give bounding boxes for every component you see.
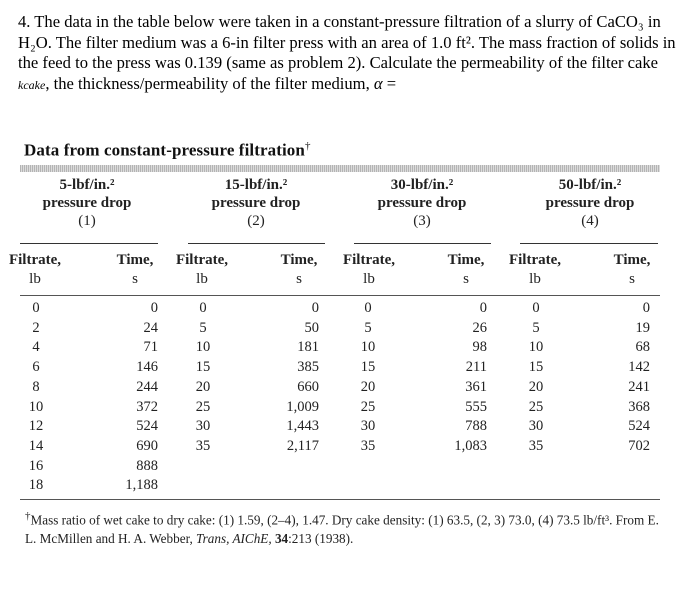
table-cell: 25 [528,398,544,415]
filtrate-column [345,299,391,457]
table-cell: 26 [472,319,487,336]
table-cell: 0 [311,300,319,316]
table-cell: 181 [297,339,319,356]
table-cell: 361 [465,378,487,395]
filtrate-header-label: Filtrate, [175,252,229,268]
table-cell: 25 [360,398,376,415]
table-cell: 8 [32,378,40,395]
table-cell: 20 [195,378,211,395]
pressure-drop-label: pressure drop [545,195,635,211]
footnote-volume: 34 [271,530,289,546]
table-cell: 15 [195,359,211,376]
table-cell: 0 [532,300,540,316]
time-header-label: Time, [613,252,651,268]
filtrate-header [500,251,570,289]
time-header [597,251,667,289]
table-cell: 5 [532,319,540,336]
pressure-label: 15-lbf/in.² [224,177,288,193]
table-cell: 660 [297,378,319,395]
table-cell: 690 [136,437,158,454]
table-cell: 15 [360,359,376,376]
table-cell: 30 [195,418,211,435]
header-rule [20,295,660,296]
time-header [431,251,501,289]
table-title [24,140,311,161]
filtrate-header-unit: lb [196,271,208,287]
group-rule [354,243,491,244]
filtrate-header [0,251,70,289]
group-rule [20,243,158,244]
problem-text-2: , the thickness/permeability of the filter medium, [45,73,374,93]
table-cell: 385 [297,359,319,376]
footnote-journal: Trans, AIChE, [196,530,272,546]
filtrate-header-unit: lb [363,271,375,287]
filtrate-column [513,299,559,457]
table-cell: 18 [28,477,44,494]
table-cell: 12 [28,418,44,435]
table-cell: 0 [32,300,40,316]
time-header-label: Time, [116,252,154,268]
table-cell: 15 [528,359,544,376]
group-number: (4) [581,213,599,229]
group-number: (3) [413,213,431,229]
table-cell: 244 [136,378,158,395]
group-rule [520,243,658,244]
pressure-drop-label: pressure drop [42,195,132,211]
group-header-1 [22,176,152,230]
time-header-label: Time, [280,252,318,268]
table-cell: 5 [199,319,207,336]
time-column [441,299,487,457]
table-cell: 146 [136,359,158,376]
filtrate-header-unit: lb [29,271,41,287]
table-cell: 98 [472,339,487,356]
table-cell: 241 [628,378,650,395]
table-cell: 888 [136,457,158,474]
time-header-unit: s [296,271,302,287]
table-title-dagger: † [304,140,311,152]
table-header-shade [20,165,660,172]
table-title-text: Data from constant-pressure filtration [24,140,305,160]
table-cell: 10 [528,339,544,356]
table-cell: 4 [32,339,40,356]
table-cell: 19 [635,319,650,336]
time-header [264,251,334,289]
filtrate-header [334,251,404,289]
filtrate-header-label: Filtrate, [8,252,62,268]
table-cell: 35 [195,437,211,454]
filtrate-header [167,251,237,289]
pressure-label: 5-lbf/in.² [59,177,115,193]
filtrate-header-label: Filtrate, [508,252,562,268]
table-cell: 2 [32,319,40,336]
table-cell: 35 [528,437,544,454]
table-cell: 68 [635,339,650,356]
time-header-label: Time, [447,252,485,268]
table-cell: 16 [28,457,44,474]
table-cell: 14 [28,437,44,454]
kcake-symbol: kcake [18,77,46,92]
group-header-3 [357,176,487,230]
table-cell: 702 [628,437,650,454]
table-bottom-rule [20,499,660,500]
footnote-text: Mass ratio of wet cake to dry cake: (1) 1.59, (2–4), 1.47. Dry cake density: (1) 63.5, (2, 3) 73.0, (4) 73.5 lb/ft³. From E. L. McMillen and H. A. Webber, [25,512,659,546]
group-header-4 [525,176,655,230]
group-rule [188,243,325,244]
table-cell: 524 [628,418,650,435]
pressure-drop-label: pressure drop [211,195,301,211]
problem-text: 4. The data in the table below were taken in a constant-pressure filtration of a slurry of CaCO₃ in H₂O. The filter medium was a 6-in filter press with an area of 1.0 ft². The mass fraction of solids in the feed to the press was 0.139 (same as problem 2). Calculate the permeability of the filter cake [18,12,676,72]
footnote-pages: :213 (1938). [288,530,354,546]
time-column [273,299,319,457]
table-cell: 35 [360,437,376,454]
table-cell: 20 [528,378,544,395]
table-cell: 368 [628,398,650,415]
table-cell: 372 [136,398,158,415]
time-column [112,299,158,496]
table-cell: 71 [143,339,158,356]
table-cell: 142 [628,359,650,376]
table-cell: 6 [32,359,40,376]
problem-tail: = [382,73,397,93]
table-cell: 524 [136,418,158,435]
time-header [100,251,170,289]
alpha-symbol: α [373,73,383,93]
time-header-unit: s [463,271,469,287]
pressure-label: 30-lbf/in.² [390,177,454,193]
table-cell: 10 [360,339,376,356]
pressure-label: 50-lbf/in.² [558,177,622,193]
table-cell: 1,083 [454,437,487,454]
table-cell: 24 [143,319,158,336]
table-cell: 30 [528,418,544,435]
table-cell: 10 [195,339,211,356]
table-cell: 0 [364,300,372,316]
table-cell: 0 [199,300,207,316]
group-header-2 [191,176,321,230]
time-column [604,299,650,457]
table-cell: 30 [360,418,376,435]
table-cell: 2,117 [286,437,319,454]
table-cell: 211 [465,359,487,376]
table-cell: 1,188 [125,477,158,494]
filtrate-column [180,299,226,457]
table-cell: 10 [28,398,44,415]
table-cell: 1,443 [286,418,319,435]
pressure-drop-label: pressure drop [377,195,467,211]
table-cell: 20 [360,378,376,395]
filtrate-header-label: Filtrate, [342,252,396,268]
footnote [25,507,665,548]
table-cell: 25 [195,398,211,415]
group-number: (1) [78,213,96,229]
footnote-dagger: † [25,510,31,522]
time-header-unit: s [629,271,635,287]
group-number: (2) [247,213,265,229]
table-cell: 555 [465,398,487,415]
problem-statement [18,12,678,95]
table-cell: 5 [364,319,372,336]
table-cell: 0 [642,300,650,316]
table-cell: 788 [465,418,487,435]
filtrate-header-unit: lb [529,271,541,287]
table-cell: 0 [150,300,158,316]
filtrate-column [13,299,59,496]
table-cell: 0 [479,300,487,316]
table-cell: 50 [304,319,319,336]
time-header-unit: s [132,271,138,287]
table-cell: 1,009 [286,398,319,415]
